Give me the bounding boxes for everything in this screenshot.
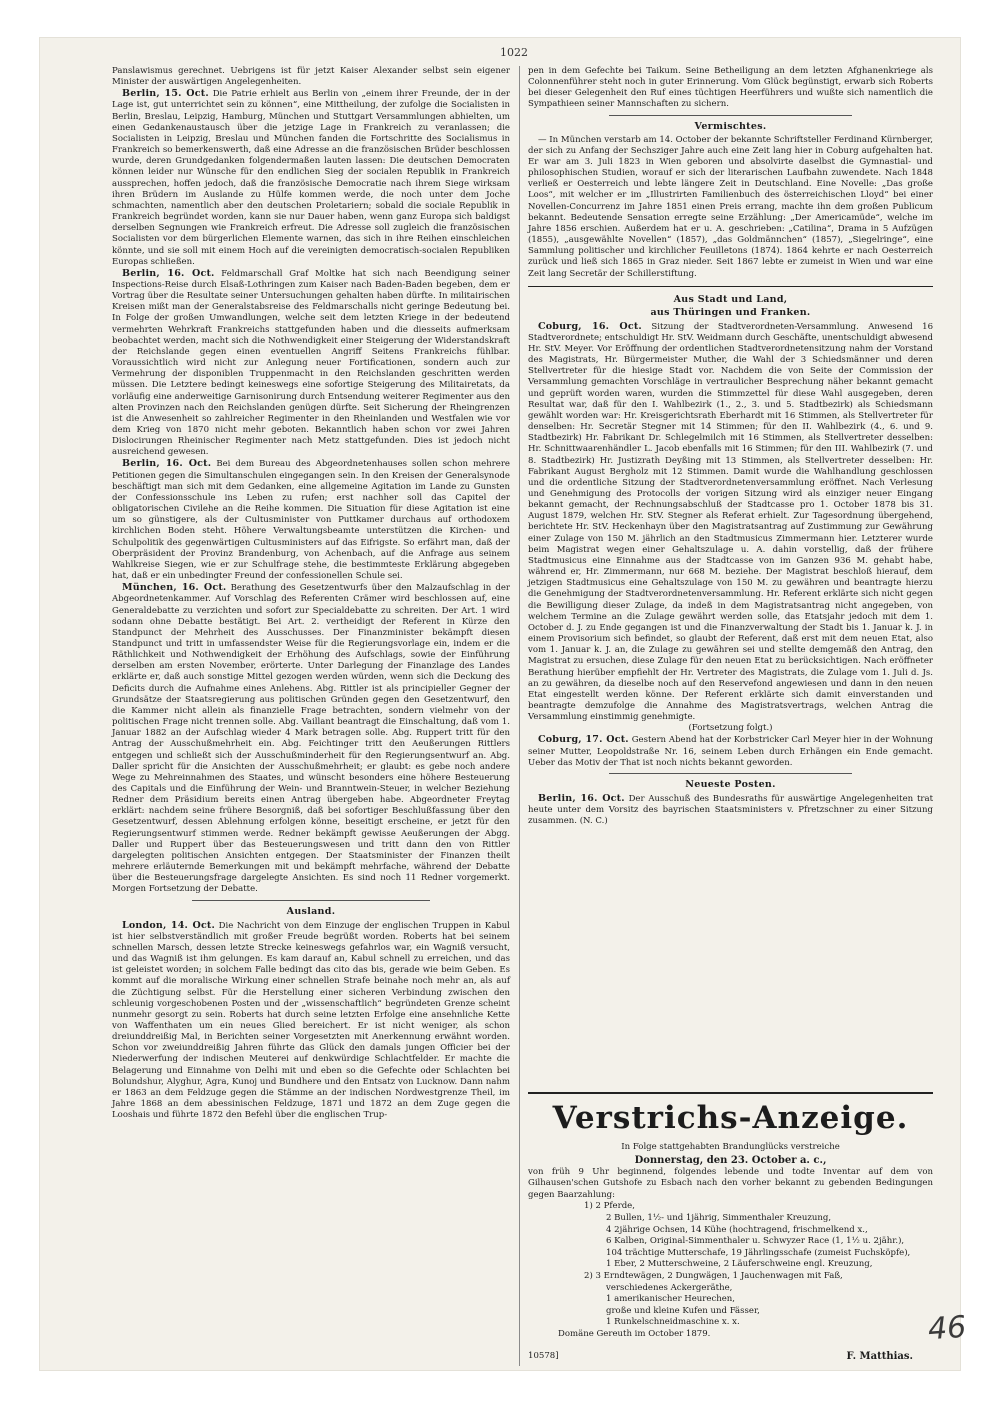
ad-place-date: Domäne Gereuth im October 1879. [558,1328,711,1339]
section-heading-vermischtes: Vermischtes. [694,120,767,132]
auction-advertisement [528,1088,933,1361]
ad-signature: F. Matthias. [846,1350,913,1362]
left-column [112,66,510,1121]
ad-footer [528,1345,933,1361]
article-text: Berathung des Gesetzentwurfs über den Malzaufschlag in der Abgeordnetenkammer. Auf Vorschlag des Referenten Crämer wird beschlossen auf, eine Generaldebatte zu verzichten und sofort zur Specialdebatte zu schreiten. Der Art. 1 wird sodann ohne Debatte bestätigt. Bei Art. 2. vertheidigt der Referent in Kürze den Standpunct der Mehrheit des Ausschusses. Der Finanzminister bekämpft diesen Standpunct und tritt in umfassendster Weise für die Regierungsvorlage ein, indem er die Räthlichkeit und Nothwendigkeit der Erhöhung des Aufschlags, sowie der Einführung derselben am ersten November, erörterte. Unter Darlegung der Finanzlage des Landes erklärte er, daß auch sonstige Mittel gezogen werden würden, wenn sich die Deckung des Deficits durch die Aufnahme eines Anlehens. Abg. Rittler ist als principieller Gegner der Grundsätze der Staatsregierung aus politischen Gründen gegen den Gesetzentwurf, den die Kammer nicht allein als finanzielle Frage betrachten, sondern vielmehr von der politischen Frage nicht trennen solle. Abg. Vaillant beantragt die Einschaltung, daß vom 1. Januar 1882 an der Aufschlag wieder 4 Mark betragen solle. Abg. Ruppert tritt für den Antrag der Ausschußmehrheit ein. Abg. Feichtinger tritt den Aeußerungen Rittlers entgegen und schließt sich der Ausschußminderheit für den Regierungsentwurf an. Abg. Daller spricht für die Ansichten der Ausschußmehrheit; er glaubt: es gebe noch andere Wege zu Mehreinnahmen des Staates, und wünscht besonders eine höhere Besteuerung des Capitals und die Einführung der Wein- und Branntwein-Steuer, in welcher Beziehung Redner dem Präsidium bereits einen Antrag übergeben habe. Abgeordneter Freytag erklärt: nachdem seine frühere Besorgniß, daß bei sofortiger Beschlußfassung über den Gesetzentwurf, dessen Ablehnung erfolgen könne, beseitigt erscheine, er jetzt für den Regierungsentwurf stimmen werde. Redner bekämpft gewisse Aeußerungen der Abgg. Daller und Ruppert über das Besteuerungswesen und tritt dann den von Rittler dargelegten politischen Ansichten entgegen. Der Staatsminister der Finanzen theilt mehrere erläuternde Bemerkungen mit und bekämpft mehrfache, während der Debatte über die Besteuerungsfrage dargelegte Ansichten. Es sind noch 11 Redner vorgemerkt. Morgen Fortsetzung der Debatte. [112,583,511,895]
ad-item: 6 Kalben, Original-Simmenthaler u. Schwyzer Race (1, 1½ u. 2jähr.), [606,1236,905,1247]
ad-item: verschiedenes Ackergeräthe, [606,1282,733,1293]
right-paragraph-roberts: pen in dem Gefechte bei Taikum. Seine Betheiligung an dem letzten Afghanenkriege als Colonnenführer steht noch in guter Erinnerung. Vom Glück begünstigt, erwarb sich Roberts bei dieser Gelegenheit den Ruf eines tüchtigen Heerführers und wußte sich namentlich die Sympathieen seiner Mannschaften zu sichern. [528,66,933,110]
ad-item: große und kleine Kufen und Fässer, [606,1305,760,1316]
section-heading-stadt-land: Aus Stadt und Land, [673,293,788,305]
dateline: München, 16. Oct. [122,582,227,594]
article-text: Gestern Abend hat der Korbstricker Carl Meyer hier in der Wohnung seiner Mutter, Leopoldstraße Nr. 16, seinem Leben durch Erhängen ein Ende gemacht. Ueber das Motiv der That ist noch nichts bekannt geworden. [528,735,933,768]
ad-item: 1 amerikanischer Heurechen, [606,1294,736,1305]
news-berlin-15 [112,88,510,268]
column-divider [519,66,520,1366]
news-coburg-16 [528,321,933,724]
article-text: Der Ausschuß des Bundesraths für auswärtige Angelegenheiten trat heute unter dem Vorsitz des bayrischen Staatsministers v. Pfretzschner zu einer Sitzung zusammen. (N. C.) [528,793,934,827]
handwritten-page-mark: 46 [926,1309,968,1348]
ad-reference-number: 10578] [528,1350,559,1361]
section-heading-ausland: Ausland. [286,905,336,917]
dateline: London, 14. Oct. [122,919,216,931]
section-rule [609,773,852,774]
continuation-note: (Fortsetzung folgt.) [688,723,773,734]
page-number: 1022 [500,46,528,59]
ad-title: Verstrichs-Anzeige. [552,1100,909,1136]
ad-item: 1 Runkelschneidmaschine x. x. [606,1317,740,1328]
dateline: Berlin, 15. Oct. [122,88,209,100]
dateline: Coburg, 17. Oct. [538,734,629,746]
ad-top-rule [528,1092,933,1094]
ad-item: 2 Bullen, 1½- und 1jährig, Simmenthaler Kreuzung, [606,1212,832,1223]
article-text: Die Patrie erhielt aus Berlin von „einem ihrer Freunde, der in der Lage ist, gut unterrichtet sein zu können“, eine Mittheilung, der zufolge die Socialisten in Berlin, Breslau, Leipzig, Hamburg, München und Stuttgart Versammlungen abhielten, um einen Gedankenaustausch über die jetzige Lage in Frankreich zu veranlassen; die Socialisten in Leipzig, Breslau und München fanden die Fortschritte des Socialismus in Frankreich so bemerkenswerth, daß eine Adresse an die französischen Brüder beschlossen wurde, deren Grundgedanken folgendermaßen lauten lassen: Die deutschen Democraten können leider nur Wünsche für den endlichen Sieg der socialen Republik in Frankreich aussprechen, hoffen jedoch, daß die französische Democratie nach ihrem Siege wirksam ihren Brüdern im Auslande zu Hülfe kommen werde, die noch unter dem Joche schmachten, namentlich aber den deutschen Proletariern; sobald die sociale Republik in Frankreich begründet worden, kann sie nur Dauer haben, wenn ganz Europa sich baldigst derselben Segnungen wie Frankreich erfreut. Die Adresse soll zugleich die französischen Socialisten vor dem bürgerlichen Elemente warnen, das sich in ihre Reihen einschleichen könnte, und sie soll mit einem Hoch auf die vereinigten democratisch-socialen Republiken Europas schließen. [112,89,510,267]
left-paragraph-panslawismus: Panslawismus gerechnet. Uebrigens ist für jetzt Kaiser Alexander selbst sein eigener Minister der auswärtigen Angelegenheiten. [112,66,510,88]
ad-text: von früh 9 Uhr beginnend, folgendes lebende und todte Inventar auf dem von Gilhausen'schen Gutshofe zu Esbach nach den vorher bekannt zu gebenden Bedingungen gegen Baarzahlung: [528,1166,933,1200]
dateline: Berlin, 16. Oct. [122,267,215,279]
ad-item-list [528,1201,933,1329]
ad-item: 4 2jährige Ochsen, 14 Kühe (hochtragend, frischmelkend x., [606,1224,868,1235]
dateline: Berlin, 16. Oct. [122,458,212,470]
news-bundesrath [528,793,933,827]
section-rule [192,900,431,901]
news-kuernberger: — In München verstarb am 14. October der bekannte Schriftsteller Ferdinand Kürnberger, der sich zu Anfang der Sechsziger Jahre auch eine Zeit lang hier in Coburg aufgehalten hat. Er war am 3. Juli 1823 in Wien geboren und absolvirte daselbst die Gymnastial- und philosophischen Studien, worauf er sich der literarischen Laufbahn zuwendete. Nach 1848 verließ er Oesterreich und lebte längere Zeit in Deutschland. Eine Novelle: „Das große Loos“, mit welcher er im „Illustrirten Familienbuch des österreichischen Lloyd“ bei einer Novellen-Concurrenz im Jahre 1851 einen Preis errang, machte ihn dem großen Publicum bekannt. Bedeutende Sensation erregte seine Erzählung: „Der Americamüde“, welche im Jahre 1856 erschien. Außerdem hat er u. A. geschrieben: „Catilina“, Drama in 5 Aufzügen (1855), „ausgewählte Novellen“ (1857), „das Goldmännchen“ (1857), „Siegelringe“, eine Sammlung politischer und kirchlicher Feuilletons (1874). 1864 kehrte er nach Oesterreich zurück und ließ sich 1865 in Graz nieder. Seit 1867 lebte er zumeist in Wien und war eine Zeit lang Secretär der Schillerstiftung. [528,134,933,279]
article-text: Feldmarschall Graf Moltke hat sich nach Beendigung seiner Inspections-Reise durch Elsaß-Lothringen zum Kaiser nach Baden-Baden begeben, dem er Vortrag über die Resultate seiner Untersuchungen gehalten haben dürfte. In militairischen Kreisen mißt man der Generalstabsreise des Feldmarschalls nicht geringe Bedeutung bei. In Folge der großen Umwandlungen, welche seit dem letzten Kriege in der bedeutend vermehrten Wehrkraft Frankreichs stattgefunden haben und die diesseits aufmerksam beobachtet werden, macht sich die Nothwendigkeit einer Steigerung der Widerstandskraft der Reichslande gegen einen eventuellen Angriff Seitens Frankreichs fühlbar. Voraussichtlich wird nicht zur Anlegung neuer Fortificationen, sondern auch zur Vermehrung der disponiblen Truppenmacht in den Reichslanden geschritten werden müssen. Die Letztere bedingt keineswegs eine sofortige Steigerung des Militairetats, da vorläufig eine anderweitige Garnisonirung durch Entsendung weiterer Regimenter aus den alten Provinzen nach den Reichslanden genügen dürfte. Seit Sicherung der Rheingrenzen ist die Anwesenheit so zahlreicher Regimenter in den Rheinlanden und Westfalen wie vor dem Krieg von 1870 nicht mehr geboten. Bekanntlich haben schon vor zwei Jahren Dislocirungen Rheinischer Regimenter nach Metz stattgefunden. Dies ist jedoch nicht ausreichend gewesen. [112,268,511,458]
news-london-14 [112,920,510,1122]
article-text: Die Nachricht von dem Einzuge der englischen Truppen in Kabul ist hier selbstverständlich mit großer Freude begrüßt worden. Roberts hat bei seinem schnellen Marsch, dessen letzte Strecke keineswegs gefahrlos war, ein Wagniß versucht, und das Wagniß ist ihm gelungen. Es kam darauf an, Kabul schnell zu erreichen, und das ist geleistet worden; in solchem Falle bedingt das cito das bis, gerade wie beim Geben. Es kommt auf die moralische Wirkung einer schnellen Strafe beinahe noch mehr an, als auf die Züchtigung selbst. Für die Herstellung einer sicheren Verbindung zwischen den schleunig vorgeschobenen Posten und der „wissenschaftlich“ begründeten Grenze scheint nunmehr gesorgt zu sein. Roberts hat durch seine letzten Erfolge eine ansehnliche Kette von Waffenthaten um ein neues Glied bereichert. Er ist nicht weniger, als schon dreiunddreißig Mal, in Berichten seiner Vorgesetzten mit Anerkennung erwähnt worden. Schon vor zweiunddreißig Jahren führte das Glück den damals jungen Officier bei der Niederwerfung der indischen Meuterei auf denkwürdige Schlachtfelder. Er machte die Belagerung und Einnahme von Delhi mit und eben so die Gefechte oder Schlachten bei Bolundshur, Alyghur, Agra, Kunoj und Bundhere und den Entsatz von Lucknow. Dann nahm er 1863 an dem Feldzuge gegen die Stämme an der indischen Nordwestgrenze Theil, im Jahre 1868 an dem abessinischen Feldzuge, 1871 und 1872 an dem Zuge gegen die Looshais und führte 1872 den Befehl über die englischen Trup- [112,920,511,1121]
news-berlin-16-moltke [112,268,510,459]
section-heading-neueste-posten: Neueste Posten. [685,778,776,790]
article-text: Bei dem Bureau des Abgeordnetenhauses sollen schon mehrere Petitionen gegen die Simultanschulen eingegangen sein. In den Kreisen der Generalsynode beschäftigt man sich mit dem Gedanken, eine allgemeine Agitation im Lande zu Gunsten der Confessionsschule ins Leben zu rufen; erst nachher soll das Capitel der obligatorischen Civilehe an die Reihe kommen. Die Situation für diese Agitation ist eine um so günstigere, als der Cultusminister von Puttkamer durchaus auf orthodoxem kirchlichen Boden steht. Höhere Verwaltungsbeamte unterstützen die Kirchen- und Schulpolitik des gegenwärtigen Cultusministers auf das Eifrigste. So erfährt man, daß der Oberpräsident der Provinz Brandenburg, von Achenbach, auf die Anfrage aus seinem Wahlkreise Siegen, wie er zur Schulfrage stehe, die bestimmteste Erklärung abgegeben hat, daß er ein unbedingter Freund der confessionellen Schule sei. [112,459,510,582]
ad-date: Donnerstag, den 23. October a. c., [634,1154,827,1166]
news-berlin-16-schulen [112,458,510,582]
section-heading-thueringen-franken: aus Thüringen und Franken. [650,306,811,318]
dateline: Coburg, 16. Oct. [538,320,642,332]
ad-item: 1) 2 Pferde, [584,1201,635,1212]
news-muenchen-16 [112,582,510,895]
dateline: Berlin, 16. Oct. [538,792,625,804]
ad-item: 104 trächtige Mutterschafe, 19 Jährlingsschafe (zumeist Fuchsköpfe), [606,1247,911,1258]
section-rule [609,115,852,116]
news-coburg-17 [528,734,933,768]
section-rule [528,286,933,287]
article-text: Sitzung der Stadtverordneten-Versammlung. Anwesend 16 Stadtverordnete; entschuldigt Hr. StV. Weidmann durch Geschäfte, unentschuldigt abwesend Hr. StV. Meyer. Vor Eröffnung der ordentlichen Stadtverordnetensitzung nahm der Vorstand des Magistrats, Hr. Bürgermeister Muther, die Wahl der 3 Schiedsmänner und deren Stellvertreter für die hiesige Stadt vor. Nachdem die von Seite der Commission der Versammlung gemachten Vorschläge in vertraulicher Besprechung näher bekannt gemacht und geprüft worden waren, wurden die Stimmzettel für diese Wahl ausgegeben, deren Resultat war, daß für den I. Wahlbezirk (1., 2., 3. und 5. Stadtbezirk) als Schiedsmann gewählt worden war: Hr. Kreisgerichtsrath Eberhardt mit 16 Stimmen, als Stellvertreter für denselben: Hr. Secretär Stegner mit 14 Stimmen; für den II. Wahlbezirk (4., 6. und 9. Stadtbezirk) Hr. Fabrikant Dr. Schlegelmilch mit 16 Stimmen, als Stellvertreter desselben: Hr. Schnittwaarenhändler L. Jacob ebenfalls mit 16 Stimmen; für den III. Wahlbezirk (7. und 8. Stadtbezirk) Hr. Justizrath Deyßing mit 13 Stimmen, als Stellvertreter desselben: Hr. Fabrikant August Bergholz mit 12 Stimmen. Damit wurde die Wahlhandlung geschlossen und die ordentliche Sitzung der Stadtverordnetenversammlung eröffnet. Nach Verlesung und Genehmigung des Protocolls der vorigen Sitzung wird als einziger neuer Eingang bekannt gemacht, der Rechnungsabschluß der Stadtcasse pro 1. October 1878 bis 31. August 1879, welchen Hr. StV. Stegner als Referat erhielt. Zur Tagesordnung übergehend, berichtete Hr. StV. Heckenhayn über den Magistratsantrag auf Zustimmung zur Gewährung einer Zulage von 150 M. jährlich an den Stadtmusicus Zimmermann hier. Letzterer wurde beim Magistrat wegen einer Gehaltszulage u. A. dahin vorstellig, daß der frühere Stadtmusicus eine Einnahme aus der Stadtcasse von im Ganzen 936 M. gehabt habe, während er, Hr. Zimmermann, nur 668 M. beziehe. Der Magistrat beschloß hierauf, dem jetzigen Stadtmusicus eine Gehaltszulage von 150 M. zu gewähren und beantragte hierzu die Genehmigung der Stadtverordnetenversammlung. Hr. Referent erklärte sich nicht gegen die Bewilligung dieser Zulage, da indeß in dem Magistratsantrag nicht angegeben, von welchem Termine an die Zulage gewährt werden solle, das Etatsjahr jedoch mit dem 1. October d. J. zu Ende gegangen ist und die Finanzverwaltung der Stadt bis 1. Januar k. J. in einem Provisorium sich befindet, so glaubt der Referent, daß erst mit dem neuen Etat, also vom 1. Januar k. J. an, die Zulage zu gewähren sei und stellte demgemäß den Antrag, den Magistrat zu ersuchen, diese Zulage für den neuen Etat zu berücksichtigen. Nach eröffneter Berathung hierüber empfiehlt der Hr. Vertreter des Magistrats, die Zulage vom 1. Juli d. Js. an zu gewähren, da dieselbe noch auf den Reservefond angewiesen und dann in den neuen Etat eingestellt werden könne. Der Referent erklärte sich damit einverstanden und beantragte demzufolge die Annahme des Magistratsvertrags, welchen Antrag die Versammlung einstimmig genehmigte. [528,321,934,723]
ad-item: 2) 3 Erndtewägen, 2 Dungwägen, 1 Jauchenwagen mit Faß, [584,1270,843,1281]
ad-intro: In Folge stattgehabten Brandunglücks verstreiche [621,1142,840,1152]
ad-item: 1 Eber, 2 Mutterschweine, 2 Läuferschweine engl. Kreuzung, [606,1259,873,1270]
right-column [528,66,933,827]
